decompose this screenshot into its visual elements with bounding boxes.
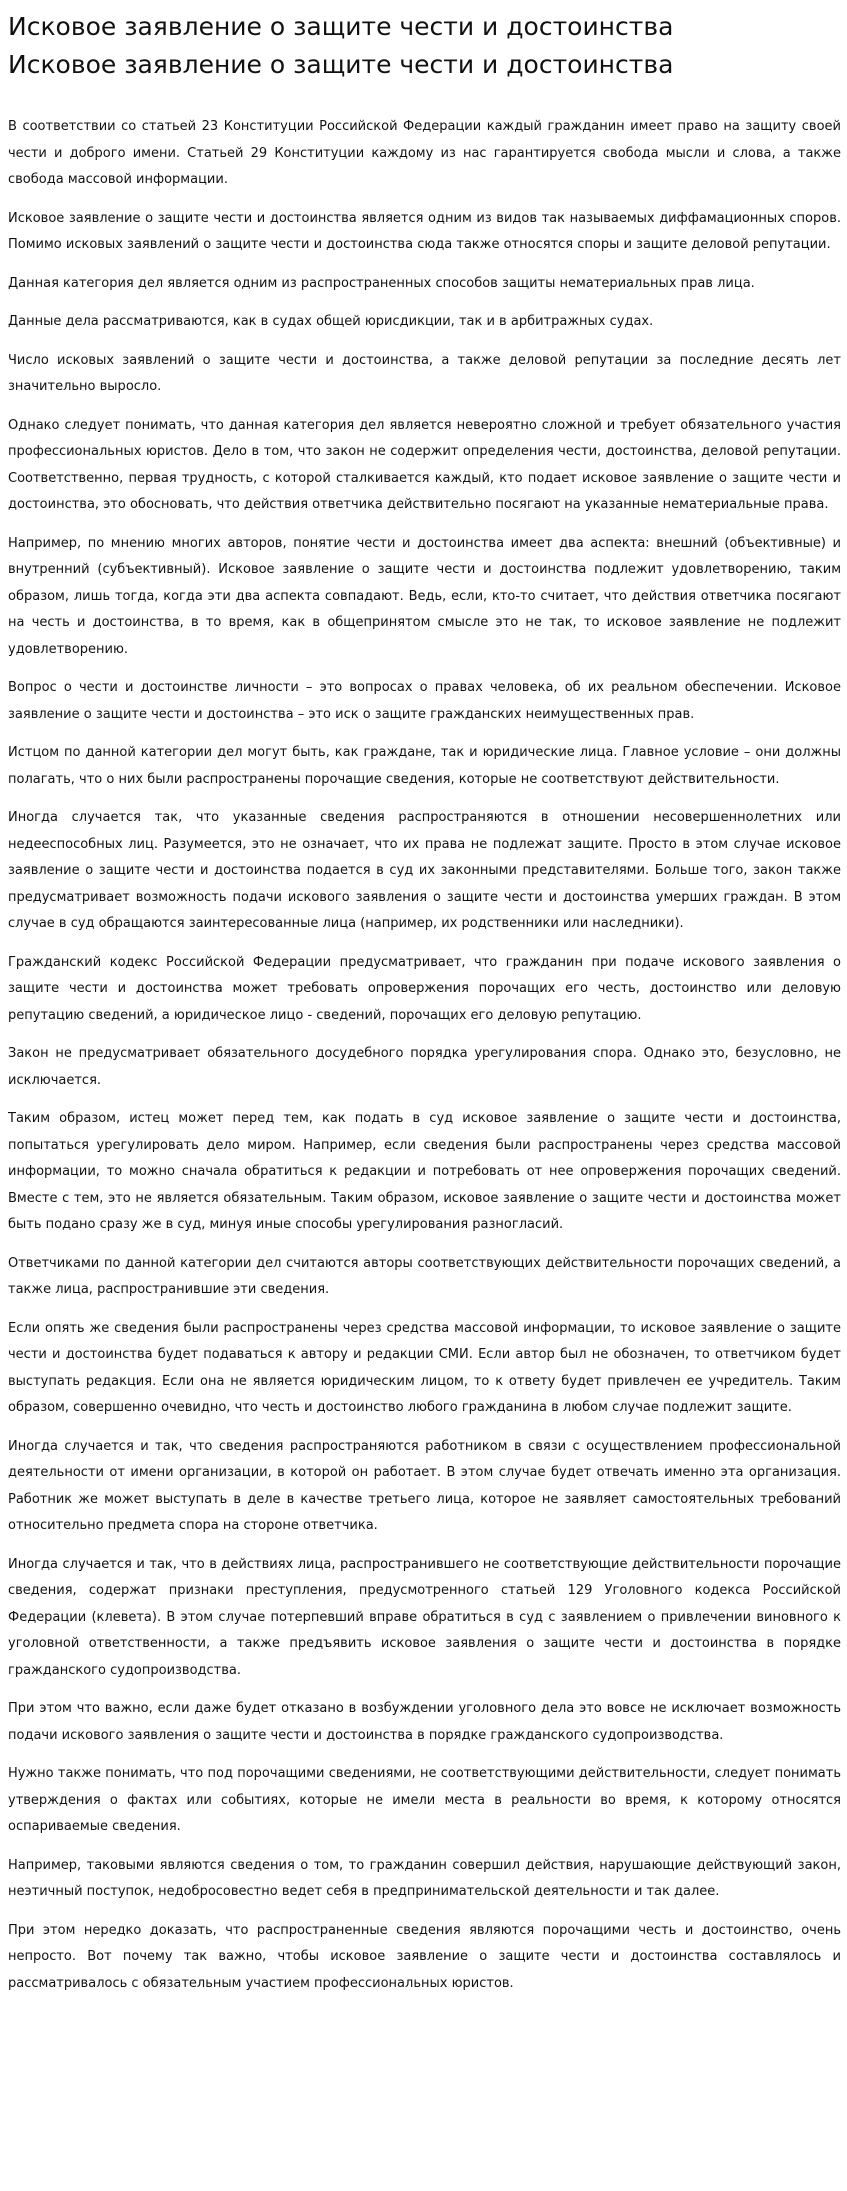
paragraph: Если опять же сведения были распространены через средства массовой информации, то исковое заявление о защите чести и достоинства будет подаваться к автору и редакции СМИ. Если автор был не обозначен, то ответчиком будет выступать редакция. Если она не является юридическим лицом, то к ответу будет привлечен ее учредитель. Таким образом, совершенно очевидно, что честь и достоинство любого гражданина в любом случае подлежит защите. bbox=[8, 1320, 841, 1415]
paragraph: Закон не предусматривает обязательного досудебного порядка урегулирования спора. Однако это, безусловно, не исключается. bbox=[8, 1046, 841, 1088]
article-body bbox=[8, 114, 841, 1997]
paragraph: Например, таковыми являются сведения о том, то гражданин совершил действия, нарушающие действующий закон, неэтичный поступок, недобросовестно ведет себя в предпринимательской деятельности и так далее. bbox=[8, 1857, 841, 1899]
paragraph: Иногда случается и так, что в действиях лица, распространившего не соответствующие действительности порочащие сведения, содержат признаки преступления, предусмотренного статьей 129 Уголовного кодекса Российской Федерации (клевета). В этом случае потерпевший вправе обратиться в суд с заявлением о привлечении виновного к уголовной ответственности, а также предъявить исковое заявления о защите чести и достоинства в порядке гражданского судопроизводства. bbox=[8, 1556, 841, 1678]
paragraph: Иногда случается так, что указанные сведения распространяются в отношении несовершеннолетних или недееспособных лиц. Разумеется, это не означает, что их права не подлежат защите. Просто в этом случае исковое заявление о защите чести и достоинства подается в суд их законными представителями. Больше того, закон также предусматривает возможность подачи искового заявления о защите чести и достоинства умерших граждан. В этом случае в суд обращаются заинтересованные лица (например, их родственники или наследники). bbox=[8, 810, 841, 931]
paragraph: Гражданский кодекс Российской Федерации предусматривает, что гражданин при подаче искового заявления о защите чести и достоинства может требовать опровержения порочащих его честь, достоинство или деловую репутацию сведений, а юридическое лицо - сведений, порочащих его деловую репутацию. bbox=[8, 954, 841, 1023]
paragraph: Иногда случается и так, что сведения распространяются работником в связи с осуществлением профессиональной деятельности от имени организации, в которой он работает. В этом случае будет отвечать именно эта организация. Работник же может выступать в деле в качестве третьего лица, которое не заявляет самостоятельных требований относительно предмета спора на стороне ответчика. bbox=[8, 1438, 841, 1533]
paragraph: Вопрос о чести и достоинстве личности – это вопросах о правах человека, об их реальном обеспечении. Исковое заявление о защите чести и достоинства – это иск о защите гражданских неимущественных прав. bbox=[8, 680, 841, 722]
paragraph: Например, по мнению многих авторов, понятие чести и достоинства имеет два аспекта: внешний (объективные) и внутренний (субъективный). Исковое заявление о защите чести и достоинства подлежит удовлетворению, таким образом, лишь тогда, когда эти два аспекта совпадают. Ведь, если, кто-то считает, что действия ответчика посягают на честь и достоинства, в то время, как в общепринятом смысле это не так, то исковое заявление не подлежит удовлетворению. bbox=[8, 535, 841, 657]
page-title: Исковое заявление о защите чести и достоинства bbox=[8, 12, 674, 41]
paragraph: Однако следует понимать, что данная категория дел является невероятно сложной и требует обязательного участия профессиональных юристов. Дело в том, что закон не содержит определения чести, достоинства, деловой репутации. Соответственно, первая трудность, с которой сталкивается каждый, кто подает исковое заявление о защите чести и достоинства, это обосновать, что действия ответчика действительно посягают на указанные нематериальные права. bbox=[8, 417, 841, 512]
paragraph: В соответствии со статьей 23 Конституции Российской Федерации каждый гражданин имеет право на защиту своей чести и доброго имени. Статьей 29 Конституции каждому из нас гарантируется свобода мысли и слова, а также свобода массовой информации. bbox=[8, 119, 841, 187]
paragraph: Число исковых заявлений о защите чести и достоинства, а также деловой репутации за последние десять лет значительно выросло. bbox=[8, 352, 841, 394]
paragraph: Истцом по данной категории дел могут быть, как граждане, так и юридические лица. Главное условие – они должны полагать, что о них были распространены порочащие сведения, которые не соответствуют действительности. bbox=[8, 745, 841, 787]
paragraph: Исковое заявление о защите чести и достоинства является одним из видов так называемых диффамационных споров. Помимо исковых заявлений о защите чести и достоинства сюда также относятся споры и защите деловой репутации. bbox=[8, 210, 841, 252]
paragraph: Данная категория дел является одним из распространенных способов защиты нематериальных прав лица. bbox=[8, 275, 755, 291]
article-heading: Исковое заявление о защите чести и достоинства bbox=[8, 50, 674, 79]
paragraph: При этом нередко доказать, что распространенные сведения являются порочащими честь и достоинство, очень непросто. Вот почему так важно, чтобы исковое заявление о защите чести и достоинства составлялось и рассматривалось с обязательным участием профессиональных юристов. bbox=[8, 1922, 841, 1991]
paragraph: Ответчиками по данной категории дел считаются авторы соответствующих действительности порочащих сведений, а также лица, распространившие эти сведения. bbox=[8, 1255, 841, 1297]
paragraph: Таким образом, истец может перед тем, как подать в суд исковое заявление о защите чести и достоинства, попытаться урегулировать дело миром. Например, если сведения были распространены через средства массовой информации, то можно сначала обратиться к редакции и потребовать от нее опровержения порочащих сведений. Вместе с тем, это не является обязательным. Таким образом, исковое заявление о защите чести и достоинства может быть подано сразу же в суд, минуя иные способы урегулирования разногласий. bbox=[8, 1111, 841, 1232]
paragraph: Данные дела рассматриваются, как в судах общей юрисдикции, так и в арбитражных судах. bbox=[8, 314, 654, 329]
paragraph: При этом что важно, если даже будет отказано в возбуждении уголовного дела это вовсе не исключает возможность подачи искового заявления о защите чести и достоинства в порядке гражданского судопроизводства. bbox=[8, 1701, 841, 1743]
paragraph: Нужно также понимать, что под порочащими сведениями, не соответствующими действительности, следует понимать утверждения о фактах или событиях, которые не имели места в реальности во время, к которому относятся оспариваемые сведения. bbox=[8, 1766, 841, 1834]
